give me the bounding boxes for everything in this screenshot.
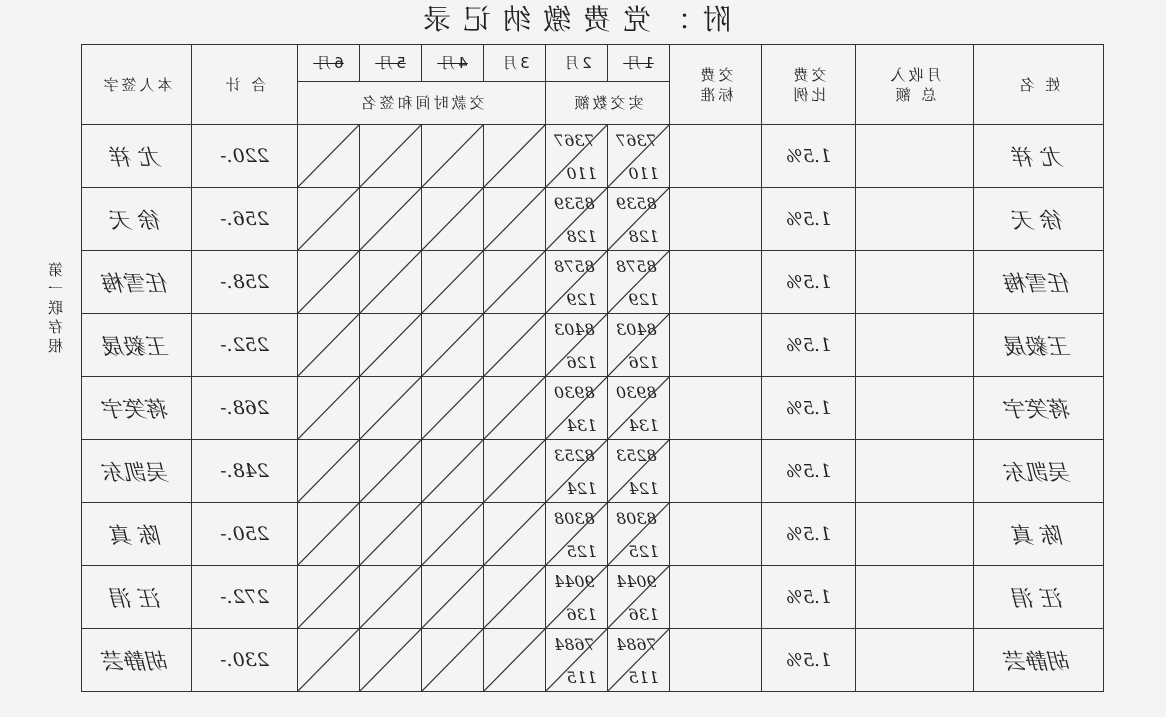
diagonal-strike <box>422 125 483 187</box>
paid-pair <box>608 188 669 250</box>
ratio-cell <box>762 251 856 314</box>
fee-ratio: 1.5% <box>785 523 832 545</box>
income-base: 8253 <box>616 446 657 465</box>
month-3-cell <box>484 188 546 251</box>
income-base: 8403 <box>616 320 657 339</box>
total-amount: 230.- <box>220 649 269 671</box>
paid-amount: 126 <box>628 353 659 372</box>
month-4-cell <box>422 188 484 251</box>
table-row <box>82 503 1104 566</box>
paid-pair <box>546 314 607 376</box>
month-6-cell <box>298 440 360 503</box>
total-amount: 272.- <box>220 586 269 608</box>
income-base: 8308 <box>554 509 595 528</box>
income-cell <box>856 440 974 503</box>
diagonal-strike <box>298 314 359 376</box>
diagonal-strike <box>484 566 545 628</box>
paid-pair <box>608 251 669 313</box>
diagonal-strike <box>298 629 359 691</box>
diagonal-strike <box>298 440 359 502</box>
total-cell <box>192 566 298 629</box>
member-name: 王毅晟 <box>1005 334 1072 360</box>
total-cell <box>192 629 298 692</box>
standard-cell <box>670 629 762 692</box>
income-base: 8539 <box>616 194 657 213</box>
diagonal-strike <box>298 125 359 187</box>
month-6-cell <box>298 377 360 440</box>
member-signature: 陈 真 <box>111 523 162 549</box>
month-5-cell <box>360 503 422 566</box>
month-3-cell <box>484 440 546 503</box>
income-base: 8578 <box>554 257 595 276</box>
month-3-cell <box>484 503 546 566</box>
header-month-3: 3月 <box>484 45 546 82</box>
month-4-cell <box>422 125 484 188</box>
paid-amount: 126 <box>566 353 597 372</box>
month-1-cell <box>608 251 670 314</box>
signature-cell <box>82 314 192 377</box>
month-4-cell <box>422 377 484 440</box>
paid-pair <box>608 629 669 691</box>
income-cell <box>856 503 974 566</box>
month-3-cell <box>484 377 546 440</box>
stub-note: 第一联存根 <box>47 262 65 357</box>
month-3-cell <box>484 629 546 692</box>
income-base: 8930 <box>616 383 657 402</box>
ratio-cell <box>762 314 856 377</box>
ratio-cell <box>762 125 856 188</box>
month-3-cell <box>484 125 546 188</box>
diagonal-strike <box>484 188 545 250</box>
income-base: 7684 <box>554 635 595 654</box>
month-4-cell <box>422 251 484 314</box>
month-6-cell <box>298 188 360 251</box>
paid-pair <box>546 377 607 439</box>
income-base: 8253 <box>554 446 595 465</box>
diagonal-strike <box>484 440 545 502</box>
member-signature: 尤 祥 <box>111 145 162 171</box>
paid-amount: 115 <box>566 668 597 687</box>
member-name: 汪 涓 <box>1013 586 1064 612</box>
paid-amount: 134 <box>566 416 597 435</box>
income-base: 8308 <box>616 509 657 528</box>
paid-amount: 110 <box>628 164 659 183</box>
paid-pair <box>608 440 669 502</box>
table-row <box>82 188 1104 251</box>
header-month-2: 2月 <box>546 45 608 82</box>
paid-amount: 125 <box>628 542 659 561</box>
diagonal-strike <box>360 314 421 376</box>
document-title: 附：党费缴纳记录 <box>411 3 732 36</box>
income-cell <box>856 314 974 377</box>
income-base: 7367 <box>554 131 595 150</box>
standard-cell <box>670 503 762 566</box>
month-6-cell <box>298 251 360 314</box>
month-6-cell <box>298 125 360 188</box>
income-base: 9044 <box>554 572 595 591</box>
signature-cell <box>82 629 192 692</box>
diagonal-strike <box>484 503 545 565</box>
paid-pair <box>546 251 607 313</box>
month-5-cell <box>360 251 422 314</box>
standard-cell <box>670 566 762 629</box>
month-1-cell <box>608 377 670 440</box>
ratio-cell <box>762 440 856 503</box>
header-ratio: 交费 比例 <box>762 45 856 125</box>
paid-pair <box>546 629 607 691</box>
paid-pair <box>546 440 607 502</box>
name-cell <box>974 314 1104 377</box>
month-1-cell <box>608 314 670 377</box>
standard-cell <box>670 188 762 251</box>
table-row <box>82 629 1104 692</box>
standard-cell <box>670 314 762 377</box>
diagonal-strike <box>360 440 421 502</box>
total-cell <box>192 377 298 440</box>
signature-cell <box>82 377 192 440</box>
ratio-cell <box>762 377 856 440</box>
month-2-cell <box>546 566 608 629</box>
member-signature: 蒋笑宇 <box>103 397 170 423</box>
ratio-cell <box>762 629 856 692</box>
paid-amount: 129 <box>628 290 659 309</box>
month-6-cell <box>298 566 360 629</box>
header-paid-amount: 实交数额 <box>546 82 670 125</box>
header-row <box>82 45 1104 82</box>
total-cell <box>192 188 298 251</box>
month-6-cell <box>298 629 360 692</box>
header-total: 合 计 <box>192 45 298 125</box>
diagonal-strike <box>422 566 483 628</box>
table-row <box>82 566 1104 629</box>
total-amount: 258.- <box>220 271 269 293</box>
income-cell <box>856 188 974 251</box>
month-4-cell <box>422 440 484 503</box>
total-amount: 250.- <box>220 523 269 545</box>
paid-pair <box>608 566 669 628</box>
table-row <box>82 377 1104 440</box>
member-signature: 徐 天 <box>111 208 162 234</box>
paid-amount: 134 <box>628 416 659 435</box>
month-3-cell <box>484 566 546 629</box>
diagonal-strike <box>360 503 421 565</box>
month-6-cell <box>298 314 360 377</box>
month-5-cell <box>360 125 422 188</box>
month-5-cell <box>360 377 422 440</box>
member-name: 蒋笑宇 <box>1005 397 1072 423</box>
total-cell <box>192 314 298 377</box>
standard-cell <box>670 125 762 188</box>
member-name: 陈 真 <box>1013 523 1064 549</box>
diagonal-strike <box>422 314 483 376</box>
income-cell <box>856 377 974 440</box>
month-5-cell <box>360 188 422 251</box>
diagonal-strike <box>298 251 359 313</box>
dues-table <box>81 44 1104 692</box>
total-amount: 248.- <box>220 460 269 482</box>
month-4-cell <box>422 629 484 692</box>
name-cell <box>974 377 1104 440</box>
diagonal-strike <box>422 188 483 250</box>
member-signature: 胡静芸 <box>103 649 170 675</box>
total-cell <box>192 503 298 566</box>
diagonal-strike <box>484 629 545 691</box>
paid-amount: 124 <box>628 479 659 498</box>
paid-amount: 136 <box>628 605 659 624</box>
paid-amount: 136 <box>566 605 597 624</box>
diagonal-strike <box>484 377 545 439</box>
paid-amount: 128 <box>566 227 597 246</box>
month-1-cell <box>608 629 670 692</box>
signature-cell <box>82 125 192 188</box>
paid-amount: 128 <box>628 227 659 246</box>
month-2-cell <box>546 503 608 566</box>
month-5-cell <box>360 314 422 377</box>
income-base: 8930 <box>554 383 595 402</box>
total-amount: 256.- <box>220 208 269 230</box>
fee-ratio: 1.5% <box>785 334 832 356</box>
member-signature: 吴凯东 <box>103 460 170 486</box>
fee-ratio: 1.5% <box>785 460 832 482</box>
fee-ratio: 1.5% <box>785 649 832 671</box>
header-month-4: 4月 <box>422 45 484 82</box>
name-cell <box>974 629 1104 692</box>
table-row <box>82 440 1104 503</box>
header-month-1: 1月 <box>608 45 670 82</box>
month-6-cell <box>298 503 360 566</box>
fee-ratio: 1.5% <box>785 586 832 608</box>
diagonal-strike <box>360 629 421 691</box>
income-base: 9044 <box>616 572 657 591</box>
month-3-cell <box>484 314 546 377</box>
diagonal-strike <box>360 377 421 439</box>
month-3-cell <box>484 251 546 314</box>
paid-amount: 124 <box>566 479 597 498</box>
income-cell <box>856 125 974 188</box>
diagonal-strike <box>484 314 545 376</box>
total-cell <box>192 125 298 188</box>
table-row <box>82 251 1104 314</box>
ratio-cell <box>762 566 856 629</box>
table-row <box>82 125 1104 188</box>
header-pay-time-sign: 交款时间和签名 <box>298 82 546 125</box>
paid-amount: 129 <box>566 290 597 309</box>
name-cell <box>974 251 1104 314</box>
month-5-cell <box>360 629 422 692</box>
member-name: 徐 天 <box>1013 208 1064 234</box>
income-cell <box>856 566 974 629</box>
paid-pair <box>608 377 669 439</box>
paid-pair <box>608 503 669 565</box>
diagonal-strike <box>360 251 421 313</box>
paid-amount: 115 <box>628 668 659 687</box>
diagonal-strike <box>422 440 483 502</box>
diagonal-strike <box>484 251 545 313</box>
header-income: 月收入 总 额 <box>856 45 974 125</box>
diagonal-strike <box>298 566 359 628</box>
signature-cell <box>82 566 192 629</box>
member-name: 尤 祥 <box>1013 145 1064 171</box>
header-signature: 本人签字 <box>82 45 192 125</box>
name-cell <box>974 440 1104 503</box>
standard-cell <box>670 377 762 440</box>
signature-cell <box>82 503 192 566</box>
income-cell <box>856 629 974 692</box>
income-cell <box>856 251 974 314</box>
header-month-6: 6月 <box>298 45 360 82</box>
paid-pair <box>546 566 607 628</box>
diagonal-strike <box>422 503 483 565</box>
month-2-cell <box>546 314 608 377</box>
month-4-cell <box>422 314 484 377</box>
signature-cell <box>82 188 192 251</box>
month-1-cell <box>608 566 670 629</box>
diagonal-strike <box>360 125 421 187</box>
diagonal-strike <box>360 188 421 250</box>
total-amount: 268.- <box>220 397 269 419</box>
month-1-cell <box>608 188 670 251</box>
paid-pair <box>546 503 607 565</box>
member-signature: 王毅晟 <box>103 334 170 360</box>
paid-amount: 110 <box>566 164 597 183</box>
total-amount: 252.- <box>220 334 269 356</box>
paid-pair <box>546 125 607 187</box>
month-4-cell <box>422 566 484 629</box>
header-name: 姓 名 <box>974 45 1104 125</box>
income-base: 8539 <box>554 194 595 213</box>
member-signature: 汪 涓 <box>111 586 162 612</box>
month-1-cell <box>608 503 670 566</box>
diagonal-strike <box>298 503 359 565</box>
member-signature: 任雪梅 <box>103 271 170 297</box>
name-cell <box>974 125 1104 188</box>
total-amount: 220.- <box>220 145 269 167</box>
month-2-cell <box>546 377 608 440</box>
standard-cell <box>670 251 762 314</box>
ratio-cell <box>762 503 856 566</box>
standard-cell <box>670 440 762 503</box>
month-2-cell <box>546 188 608 251</box>
income-base: 8578 <box>616 257 657 276</box>
month-2-cell <box>546 251 608 314</box>
paid-pair <box>608 125 669 187</box>
table-row <box>82 314 1104 377</box>
header-month-5: 5月 <box>360 45 422 82</box>
month-5-cell <box>360 440 422 503</box>
paid-pair <box>546 188 607 250</box>
total-cell <box>192 251 298 314</box>
diagonal-strike <box>484 125 545 187</box>
name-cell <box>974 188 1104 251</box>
income-base: 7684 <box>616 635 657 654</box>
income-base: 7367 <box>616 131 657 150</box>
total-cell <box>192 440 298 503</box>
fee-ratio: 1.5% <box>785 271 832 293</box>
month-2-cell <box>546 629 608 692</box>
income-base: 8403 <box>554 320 595 339</box>
month-4-cell <box>422 503 484 566</box>
fee-ratio: 1.5% <box>785 145 832 167</box>
fee-ratio: 1.5% <box>785 208 832 230</box>
diagonal-strike <box>422 629 483 691</box>
diagonal-strike <box>360 566 421 628</box>
name-cell <box>974 503 1104 566</box>
month-5-cell <box>360 566 422 629</box>
signature-cell <box>82 440 192 503</box>
member-name: 吴凯东 <box>1005 460 1072 486</box>
member-name: 胡静芸 <box>1005 649 1072 675</box>
month-2-cell <box>546 440 608 503</box>
header-standard: 交费 标准 <box>670 45 762 125</box>
paid-pair <box>608 314 669 376</box>
month-1-cell <box>608 125 670 188</box>
diagonal-strike <box>298 188 359 250</box>
ratio-cell <box>762 188 856 251</box>
month-1-cell <box>608 440 670 503</box>
name-cell <box>974 566 1104 629</box>
month-2-cell <box>546 125 608 188</box>
diagonal-strike <box>298 377 359 439</box>
member-name: 任雪梅 <box>1005 271 1072 297</box>
signature-cell <box>82 251 192 314</box>
diagonal-strike <box>422 251 483 313</box>
paid-amount: 125 <box>566 542 597 561</box>
fee-ratio: 1.5% <box>785 397 832 419</box>
diagonal-strike <box>422 377 483 439</box>
